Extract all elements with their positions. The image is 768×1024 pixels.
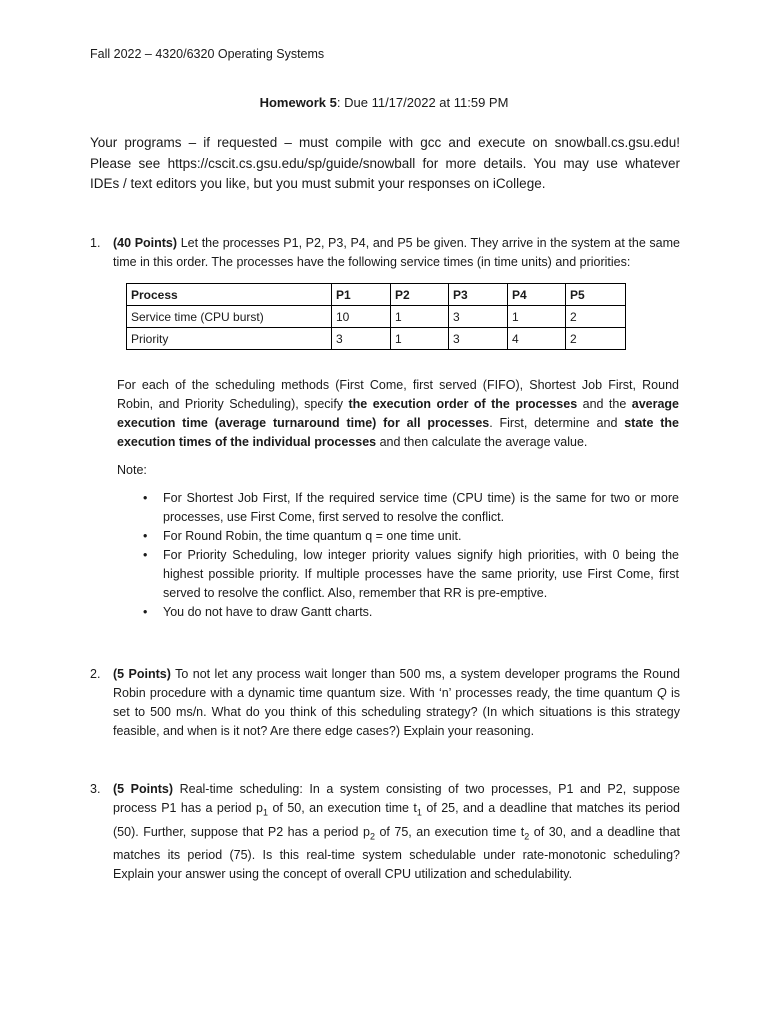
question-1-instructions: [117, 376, 679, 452]
question-2-points: (5 Points): [113, 667, 171, 681]
instructions-bold: the execution order of the processes: [348, 397, 578, 411]
question-2-prompt: is set to 500 ms/n. What do you think of this scheduling strategy? (In which situations is this strategy feasible, and when is it not? Are there edge cases?) Explain your reasoning.: [113, 686, 680, 738]
question-3-number: 3.: [90, 782, 101, 796]
bullet-icon: •: [143, 548, 148, 562]
question-1-text: [113, 234, 680, 272]
question-3-prompt: Real-time scheduling: In a system consisting of two processes, P1 and P2, suppose process P1 has a period p: [113, 782, 680, 815]
intro-paragraph: Your programs – if requested – must compile with gcc and execute on snowball.cs.gsu.edu! Please see https://cscit.cs.gsu.edu/sp/guide/snowball for more details. You may use whatever IDEs / text editors you like, but you must submit your responses on iCollege.: [90, 135, 680, 191]
instructions-bold: average execution time (average turnaround time) for all processes: [117, 397, 680, 430]
question-1-prompt: Let the processes P1, P2, P3, P4, and P5 be given. They arrive in the system at the same time in this order. The processes have the following service times (in time units) and priorities:: [113, 236, 680, 269]
table-cell: 10: [332, 306, 391, 328]
question-2-text: [113, 665, 680, 741]
table-cell: P5: [566, 284, 626, 306]
instructions-text: For each of the scheduling methods (First Come, first served (FIFO), Shortest Job First, Round Robin, and Priority Scheduling), specify: [117, 378, 679, 411]
note-label: Note:: [117, 463, 147, 477]
table-cell: P3: [449, 284, 508, 306]
question-3-points: (5 Points): [113, 782, 174, 796]
question-2-prompt: To not let any process wait longer than 500 ms, a system developer programs the Round Robin procedure with a dynamic time quantum size. With ‘n’ processes ready, the time quantum: [113, 667, 680, 700]
question-3-prompt: of 50, an execution time t: [268, 801, 417, 815]
bullet-icon: •: [143, 529, 148, 543]
question-3-prompt: of 30, and a deadline that matches its period (75). Is this real-time system schedulable under rate-monotonic scheduling? Explain your answer using the concept of overall CPU utilization and schedulability.: [113, 824, 681, 881]
list-item-text: For Shortest Job First, If the required service time (CPU time) is the same for two or more processes, use First Come, first served to resolve the conflict.: [163, 491, 679, 524]
bullet-icon: •: [143, 491, 148, 505]
table-cell: Priority: [127, 328, 332, 350]
title-due: : Due 11/17/2022 at 11:59 PM: [336, 95, 509, 110]
table-cell: 3: [449, 328, 508, 350]
question-1-points: (40 Points): [113, 236, 178, 250]
table-cell: P2: [391, 284, 449, 306]
table-cell: 1: [391, 328, 449, 350]
table-cell: 3: [449, 306, 508, 328]
table-cell: P1: [332, 284, 391, 306]
question-3-text: [113, 780, 680, 884]
instructions-bold: state the execution times of the individual processes: [117, 416, 679, 449]
instructions-text: . First, determine and: [489, 416, 625, 430]
note-list: [117, 489, 679, 622]
bullet-icon: •: [143, 605, 148, 619]
list-item-text: You do not have to draw Gantt charts.: [163, 605, 373, 619]
table-row: [127, 284, 626, 306]
table-cell: 2: [566, 328, 626, 350]
instructions-text: and then calculate the average value.: [376, 435, 588, 449]
question-3-prompt: of 75, an execution time t: [374, 824, 525, 839]
table-cell: 4: [508, 328, 566, 350]
quantum-symbol: Q: [656, 686, 667, 700]
list-item-text: For Round Robin, the time quantum q = one time unit.: [163, 529, 462, 543]
table-cell: 1: [508, 306, 566, 328]
table-cell: Service time (CPU burst): [127, 306, 332, 328]
list-item: [117, 603, 679, 622]
list-item: [117, 489, 679, 527]
list-item-text: For Priority Scheduling, low integer priority values signify high priorities, with 0 being the highest possible priority. If multiple processes have the same priority, use First Come, first served to resolve the conflict. Also, remember that RR is pre-emptive.: [163, 548, 679, 600]
question-3-prompt: of 25, and a deadline that matches its period (50). Further, suppose that P2 has a period p: [113, 801, 680, 839]
question-1: [90, 234, 680, 272]
question-3: [90, 780, 680, 884]
list-item: [117, 546, 679, 603]
question-2-number: 2.: [90, 667, 101, 681]
table-cell: 3: [332, 328, 391, 350]
table-row: [127, 328, 626, 350]
title-bold: Homework 5: [259, 95, 337, 110]
subscript: 2: [524, 831, 530, 841]
subscript: 1: [416, 807, 422, 818]
homework-title: [0, 95, 768, 110]
table-cell: Process: [127, 284, 332, 306]
table-cell: 1: [391, 306, 449, 328]
page-header: Fall 2022 – 4320/6320 Operating Systems: [90, 47, 325, 61]
table-cell: 2: [566, 306, 626, 328]
instructions-text: and the: [577, 397, 632, 411]
question-1-number: 1.: [90, 236, 101, 250]
process-table: [126, 283, 626, 350]
question-2: [90, 665, 680, 741]
subscript: 1: [263, 807, 269, 818]
list-item: [117, 527, 679, 546]
subscript: 2: [369, 831, 375, 841]
table-row: [127, 306, 626, 328]
table-cell: P4: [508, 284, 566, 306]
